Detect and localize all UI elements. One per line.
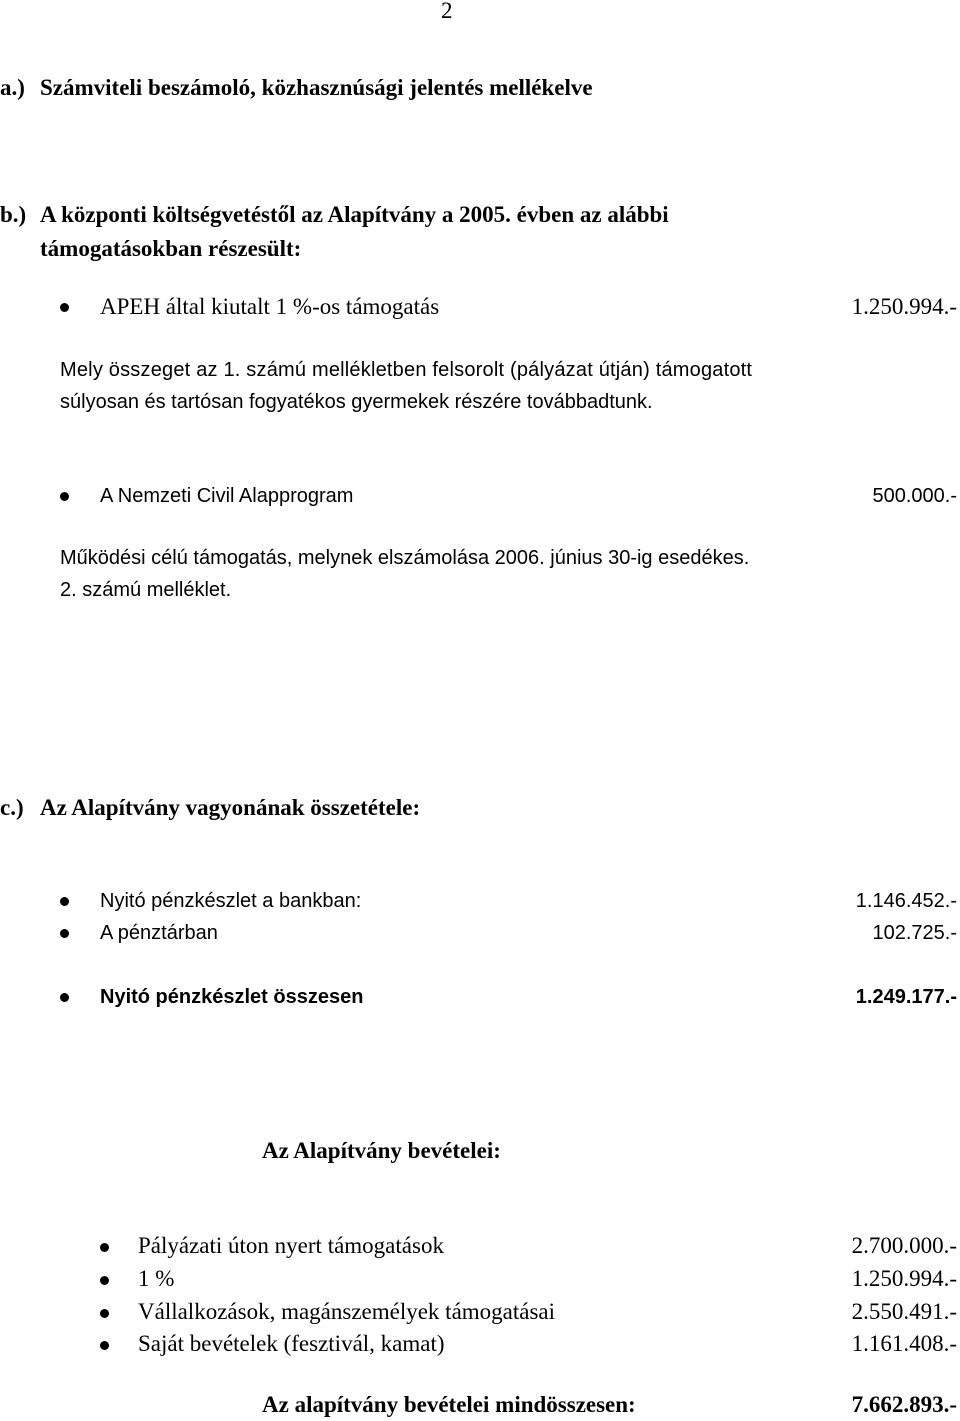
section-b-label: b.): [0, 202, 27, 227]
nca-amount: 500.000.-: [872, 485, 957, 507]
opening-total-amount: 1.249.177.-: [855, 986, 957, 1008]
income-item-amount: 1.250.994.-: [851, 1266, 957, 1291]
bank-label: Nyitó pénzkészlet a bankban:: [100, 890, 362, 912]
bullet-icon: [60, 929, 69, 938]
note1-line1: Mely összeget az 1. számú mellékletben felsorolt (pályázat útján) támogatott: [60, 359, 753, 381]
nca-label: A Nemzeti Civil Alapprogram: [100, 485, 354, 507]
income-item-label: Saját bevételek (fesztivál, kamat): [138, 1331, 445, 1356]
income-title: Az Alapítvány bevételei:: [262, 1138, 501, 1163]
bullet-icon: [60, 492, 69, 501]
apeh-amount: 1.250.994.-: [851, 294, 957, 319]
bullet-icon: [100, 1341, 109, 1350]
income-total-amount: 7.662.893.-: [851, 1392, 957, 1417]
bullet-icon: [100, 1276, 109, 1285]
income-item-label: 1 %: [138, 1266, 175, 1291]
note1-line2: súlyosan és tartósan fogyatékos gyermekek részére továbbadtunk.: [60, 391, 653, 413]
income-item-label: Vállalkozások, magánszemélyek támogatásai: [138, 1299, 556, 1324]
income-item-amount: 1.161.408.-: [851, 1331, 957, 1356]
section-a-text: Számviteli beszámoló, közhasznúsági jelentés mellékelve: [40, 75, 593, 100]
page-number: 2: [441, 0, 453, 23]
bullet-icon: [100, 1243, 109, 1252]
section-a-label: a.): [0, 75, 25, 100]
section-b-line2: támogatásokban részesült:: [40, 236, 302, 261]
income-item-label: Pályázati úton nyert támogatások: [138, 1233, 444, 1258]
section-c-label: c.): [0, 795, 24, 820]
section-c-title: Az Alapítvány vagyonának összetétele:: [40, 795, 421, 820]
bank-amount: 1.146.452.-: [855, 890, 957, 912]
opening-total-label: Nyitó pénzkészlet összesen: [100, 986, 364, 1008]
bullet-icon: [60, 993, 69, 1002]
note2-line1: Működési célú támogatás, melynek elszámolása 2006. június 30-ig esedékes.: [60, 547, 750, 569]
income-item-amount: 2.550.491.-: [851, 1299, 957, 1324]
note2-line2: 2. számú melléklet.: [60, 579, 232, 601]
income-item-amount: 2.700.000.-: [851, 1233, 957, 1258]
cash-label: A pénztárban: [100, 922, 218, 944]
bullet-icon: [100, 1309, 109, 1318]
cash-amount: 102.725.-: [872, 922, 957, 944]
section-b-line1: A központi költségvetéstől az Alapítvány a 2005. évben az alábbi: [40, 202, 669, 227]
apeh-label: APEH által kiutalt 1 %-os támogatás: [100, 294, 440, 319]
bullet-icon: [60, 303, 69, 312]
bullet-icon: [60, 897, 69, 906]
income-total-label: Az alapítvány bevételei mindösszesen:: [262, 1392, 636, 1417]
